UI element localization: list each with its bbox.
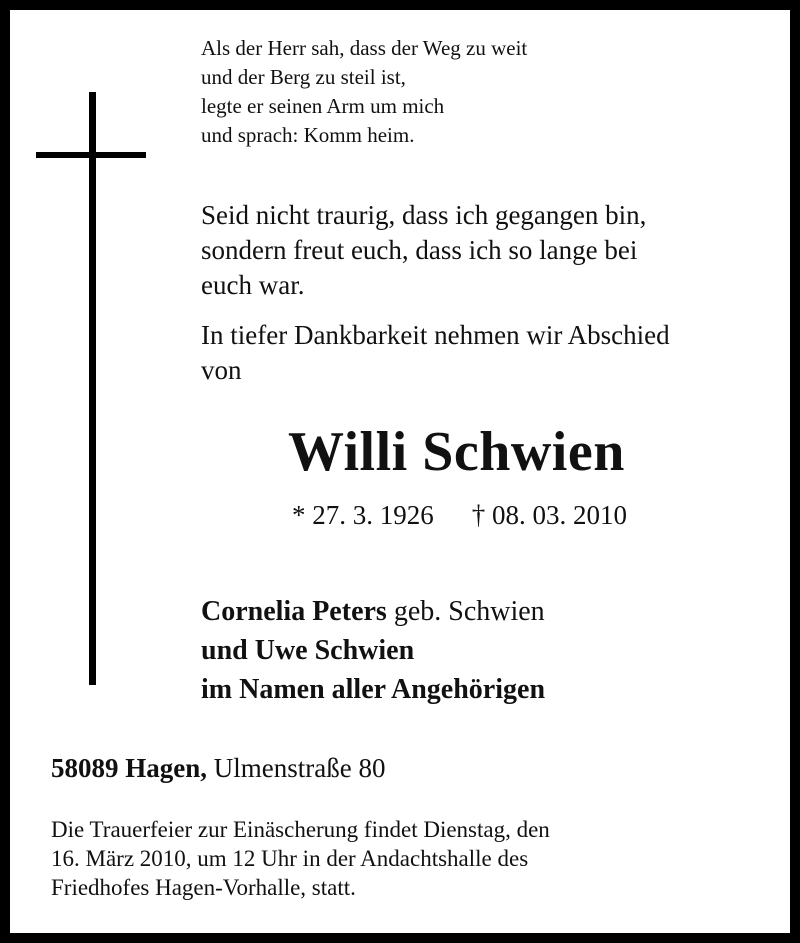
life-dates [292,500,627,531]
quote-line: Seid nicht traurig, dass ich gegangen bin, [201,200,647,230]
cross-vertical-bar [89,92,96,685]
service-line: Die Trauerfeier zur Einäscherung findet Dienstag, den [51,817,550,842]
relatives-note: im Namen aller Angehörigen [201,674,546,705]
deceased-name: Willi Schwien [288,421,625,483]
poem [201,34,527,150]
quote-line: euch war. [201,270,305,300]
poem-line: legte er seinen Arm um mich [201,94,445,118]
mourner-name: und Uwe Schwien [201,635,415,666]
obituary-card [10,10,790,933]
mourner-line [201,592,545,631]
service-line: 16. März 2010, um 12 Uhr in der Andachtshalle des [51,846,529,871]
address [51,753,385,784]
quote-line: sondern freut euch, dass ich so lange bei [201,235,638,265]
farewell-text [201,318,670,388]
mourners [201,592,545,709]
death-date: † 08. 03. 2010 [471,500,627,530]
mourner-line [201,631,545,670]
maiden-name: geb. Schwien [386,596,545,627]
poem-line: und sprach: Komm heim. [201,123,415,147]
address-city: 58089 Hagen, [51,753,208,783]
service-line: Friedhofes Hagen-Vorhalle, statt. [51,875,356,900]
poem-line: und der Berg zu steil ist, [201,65,406,89]
birth-date: * 27. 3. 1926 [292,500,434,530]
mourner-name: Cornelia Peters [201,596,387,627]
farewell-line: In tiefer Dankbarkeit nehmen wir Abschied [201,320,670,350]
mourner-line [201,670,545,709]
service-info [51,815,550,902]
farewell-line: von [201,355,242,385]
quote [201,198,646,303]
address-street: Ulmenstraße 80 [207,753,386,783]
cross-horizontal-bar [36,152,146,158]
poem-line: Als der Herr sah, dass der Weg zu weit [201,36,528,60]
